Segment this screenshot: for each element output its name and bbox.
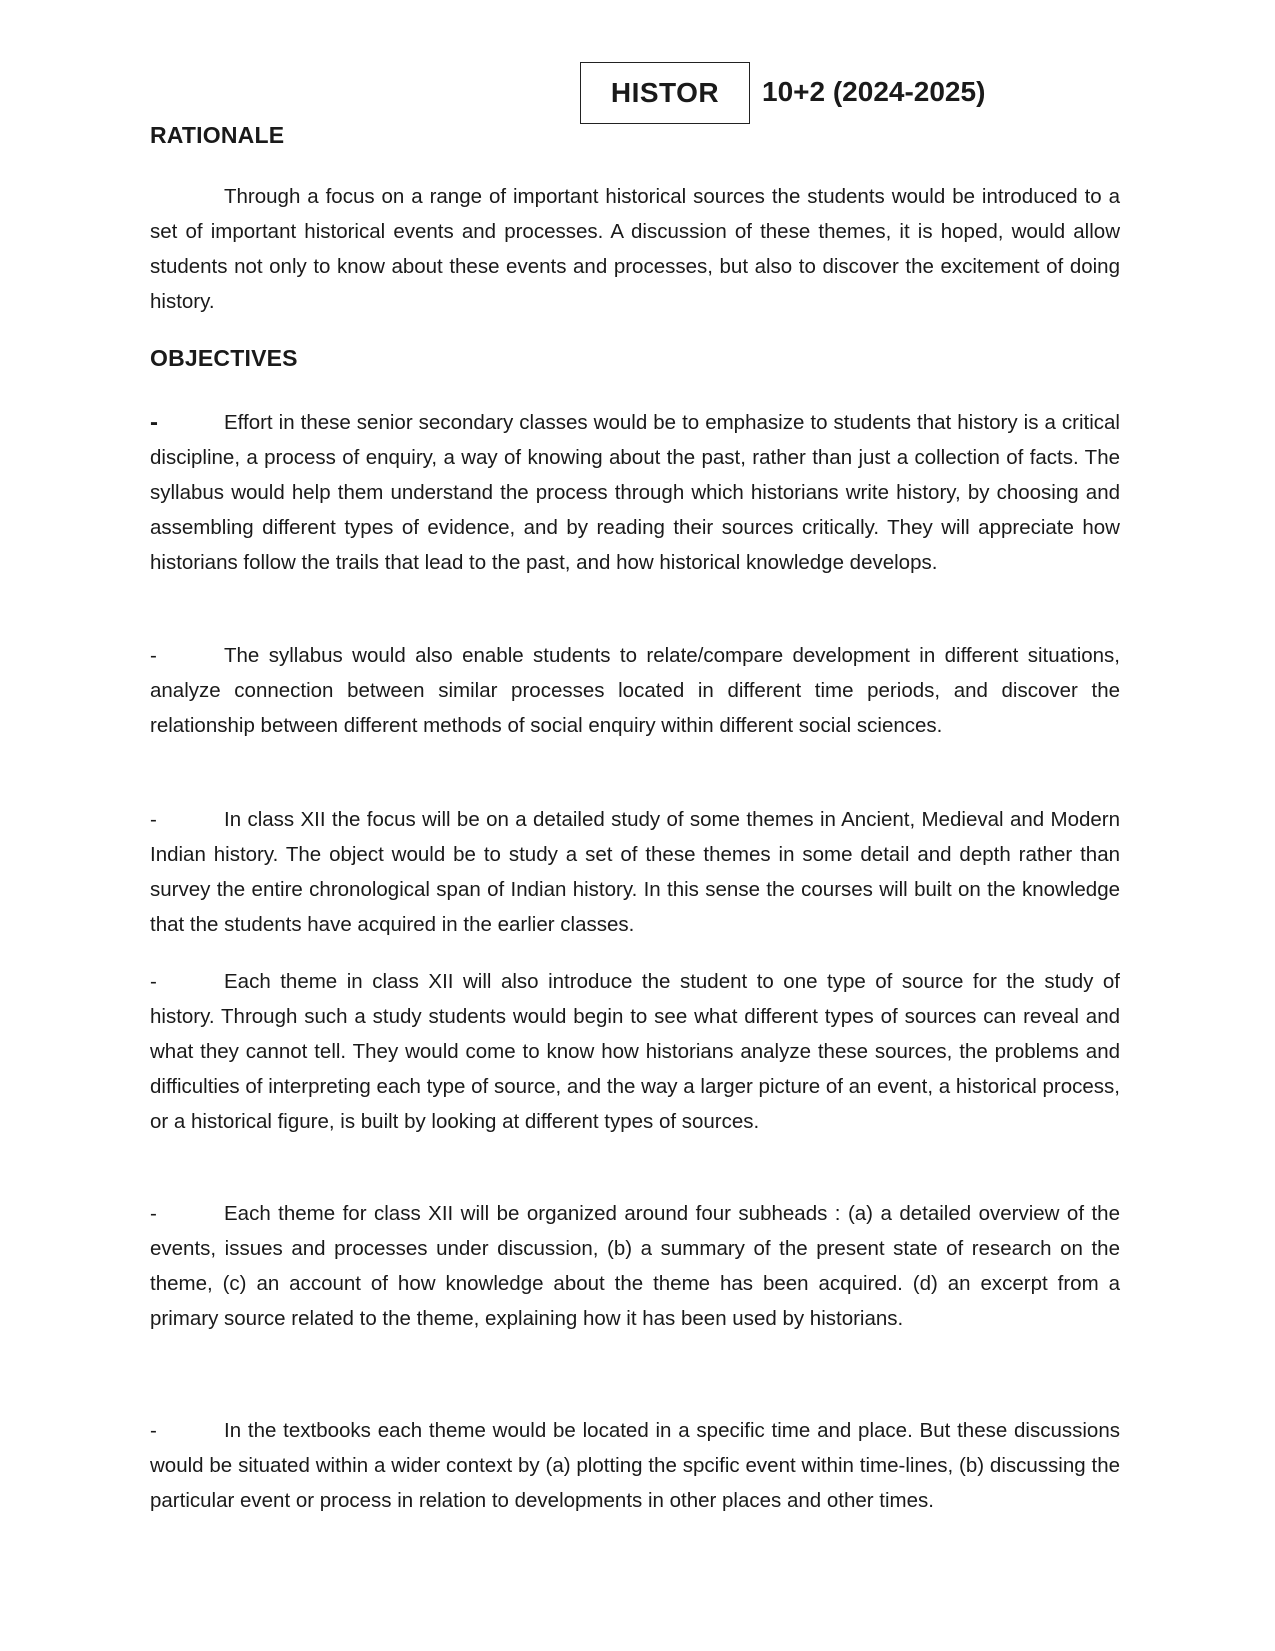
objective-bullet: - — [150, 1202, 157, 1225]
objective-item-2: The syllabus would also enable students to relate/compare development in different situations, analyze connection between similar processes located in different time periods, and discover the relationship between different methods of social enquiry within different social sciences. — [150, 644, 1120, 737]
objective-item-3: In class XII the focus will be on a detailed study of some themes in Ancient, Medieval and Modern Indian history. The object would be to study a set of these themes in some detail and depth rather than survey the entire chronological span of Indian history. In this sense the courses will built on the knowledge that the students have acquired in the earlier classes. — [150, 808, 1120, 936]
subject-title-box — [580, 62, 750, 124]
objectives-heading: OBJECTIVES — [150, 345, 298, 371]
rationale-heading: RATIONALE — [150, 122, 285, 148]
objective-item-4: Each theme in class XII will also introduce the student to one type of source for the study of history. Through such a study students would begin to see what different types of sources can reveal and what they cannot tell. They would come to know how historians analyze these sources, the problems and difficulties of interpreting each type of source, and the way a larger picture of an event, a historical process, or a historical figure, is built by looking at different types of sources. — [150, 970, 1120, 1133]
rationale-paragraph: Through a focus on a range of important historical sources the students would be introduced to a set of important historical events and processes. A discussion of these themes, it is hoped, would allow students not only to know about these events and processes, but also to discover the excitement of doing history. — [150, 185, 1120, 313]
objective-bullet: - — [150, 644, 157, 667]
objective-item-5: Each theme for class XII will be organized around four subheads : (a) a detailed overview of the events, issues and processes under discussion, (b) a summary of the present state of research on the theme, (c) an account of how knowledge about the theme has been acquired. (d) an excerpt from a primary source related to the theme, explaining how it has been used by historians. — [150, 1202, 1120, 1330]
objective-item-6: In the textbooks each theme would be located in a specific time and place. But these discussions would be situated within a wider context by (a) plotting the spcific event within time-lines, (b) discussing the particular event or process in relation to developments in other places and other times. — [150, 1419, 1120, 1512]
objective-bullet: - — [150, 970, 157, 993]
subject-title: HISTOR — [610, 77, 720, 108]
class-year-label: 10+2 (2024-2025) — [762, 76, 986, 107]
objective-item-1: Effort in these senior secondary classes would be to emphasize to students that history is a critical discipline, a process of enquiry, a way of knowing about the past, rather than just a collection of facts. The syllabus would help them understand the process through which historians write history, by choosing and assembling different types of evidence, and by reading their sources critically. They will appreciate how historians follow the trails that lead to the past, and how historical knowledge develops. — [150, 411, 1120, 574]
objective-bullet: - — [150, 1419, 157, 1442]
objective-bullet: - — [150, 808, 157, 831]
objective-bullet: - — [150, 409, 158, 436]
